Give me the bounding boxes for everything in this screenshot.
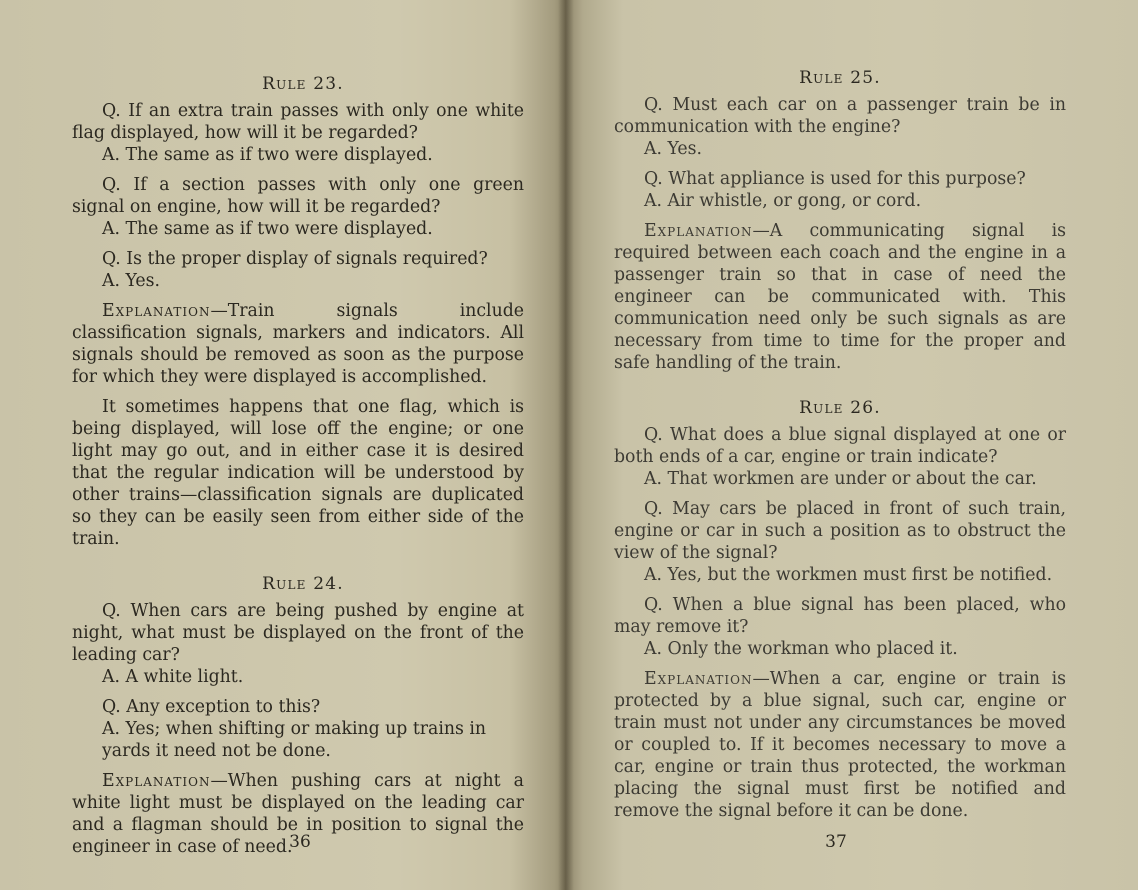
rule-23-heading: Rule 23. bbox=[262, 74, 344, 94]
explanation-label: Explanation bbox=[644, 221, 753, 241]
page-number: 36 bbox=[289, 832, 311, 852]
rule-26-question-2: Q. May cars be placed in front of such train, engine or car in such a position as to obstruct the view of the signal? bbox=[614, 499, 1066, 563]
rule-26-answer-1: A. That workmen are under or about the car. bbox=[644, 469, 1037, 489]
rule-25-question-1: Q. Must each car on a passenger train be in communication with the engine? bbox=[614, 95, 1066, 137]
rule-25-answer-1: A. Yes. bbox=[644, 139, 702, 159]
rule-25-explanation bbox=[614, 220, 1066, 374]
rule-26-explanation bbox=[614, 668, 1066, 822]
rule-23-answer-3: A. Yes. bbox=[102, 271, 160, 291]
rule-23-answer-1: A. The same as if two were displayed. bbox=[102, 145, 433, 165]
explanation-text: —Train signals include classification signals, markers and indicators. All signals should be removed as soon as the purpose for which they were displayed is accomplished. bbox=[72, 301, 524, 387]
rule-23-answer-2: A. The same as if two were displayed. bbox=[102, 219, 433, 239]
rule-23-question-2: Q. If a section passes with only one green signal on engine, how will it be regarded? bbox=[72, 175, 524, 217]
rule-26-question-1: Q. What does a blue signal displayed at one or both ends of a car, engine or train indicate? bbox=[614, 425, 1066, 467]
rule-26-answer-3: A. Only the workman who placed it. bbox=[644, 639, 958, 659]
explanation-label: Explanation bbox=[102, 301, 211, 321]
right-page bbox=[566, 0, 1138, 890]
rule-24-answer-1: A. A white light. bbox=[102, 667, 244, 687]
rule-26-heading: Rule 26. bbox=[799, 398, 881, 418]
rule-24-answer-2: A. Yes; when shifting or making up trains in yards it need not be done. bbox=[102, 719, 487, 761]
rule-24-question-1: Q. When cars are being pushed by engine at night, what must be displayed on the front of the leading car? bbox=[72, 601, 524, 665]
rule-25-answer-2: A. Air whistle, or gong, or cord. bbox=[644, 191, 922, 211]
rule-23-question-3: Q. Is the proper display of signals required? bbox=[102, 249, 488, 269]
rule-26-answer-2: A. Yes, but the workmen must first be notified. bbox=[644, 565, 1053, 585]
rule-23-question-1: Q. If an extra train passes with only one white flag displayed, how will it be regarded? bbox=[72, 101, 524, 143]
book-gutter bbox=[558, 0, 574, 890]
rule-23-paragraph: It sometimes happens that one flag, which is being displayed, will lose off the engine; or one light may go out, and in either case it is desired that the regular indication will be understood by other trains—classification signals are duplicated so they can be easily seen from either side of the train. bbox=[72, 397, 524, 549]
explanation-text: —A communicating signal is required between each coach and the engine in a passenger train so that in case of need the engineer can be communicated with. This communication need only be such signals as are necessary from time to time for the proper and safe handling of the train. bbox=[614, 221, 1066, 373]
rule-24-heading: Rule 24. bbox=[262, 574, 344, 594]
page-number: 37 bbox=[825, 832, 847, 852]
explanation-text: —When a car, engine or train is protected by a blue signal, such car, engine or train must not under any circumstances be moved or coupled to. If it becomes necessary to move a car, engine or train thus protected, the workman placing the signal must first be notified and remove the signal before it can be done. bbox=[614, 669, 1066, 821]
left-page bbox=[0, 0, 566, 890]
rule-24-question-2: Q. Any exception to this? bbox=[102, 697, 321, 717]
explanation-label: Explanation bbox=[102, 771, 211, 791]
explanation-text: —When pushing cars at night a white light must be displayed on the leading car and a flagman should be in position to signal the engineer in case of need. bbox=[72, 771, 524, 857]
explanation-label: Explanation bbox=[644, 669, 753, 689]
rule-26-question-3: Q. When a blue signal has been placed, who may remove it? bbox=[614, 595, 1066, 637]
rule-25-question-2: Q. What appliance is used for this purpose? bbox=[644, 169, 1026, 189]
rule-25-heading: Rule 25. bbox=[799, 68, 881, 88]
rule-23-explanation bbox=[72, 300, 524, 388]
